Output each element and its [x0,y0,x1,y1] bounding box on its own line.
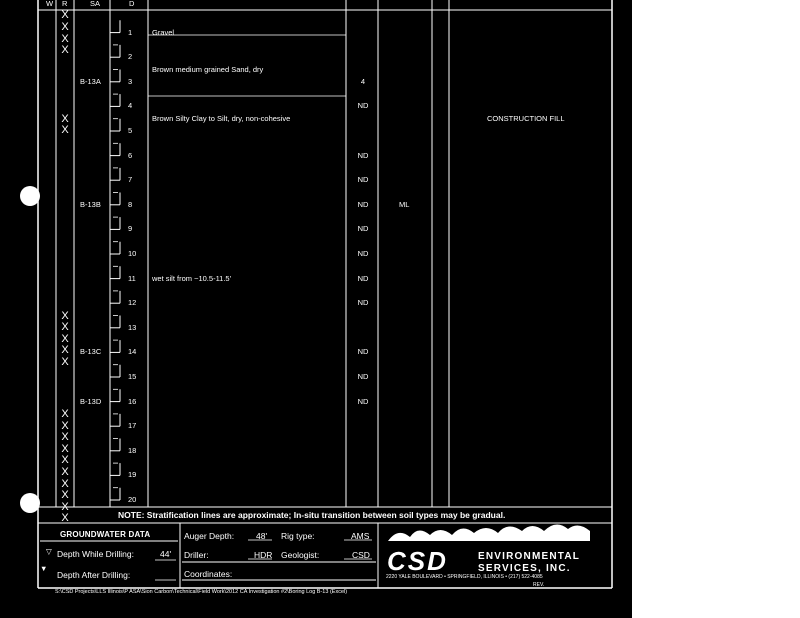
soil-description: Brown Silty Clay to Silt, dry, non-cohesive [152,113,291,123]
header-col-r: R [62,0,68,8]
recovery-x-mark: X [61,489,69,502]
driller-value: HDR [254,550,273,560]
soil-description: Brown medium grained Sand, dry [152,64,264,74]
coordinates-label: Coordinates: [184,569,233,579]
rigtype-label: Rig type: [281,531,315,541]
uscs-class: ML [399,199,410,209]
footer-file-path: S:\CSD Projects\LLS Illinois\P ASA\Sion Carbon\Technical\Field Work\2012 CA Investigation #2\Boring Log B-13 (Excel) [55,589,348,595]
depth-number: 20 [128,495,137,504]
depth-while-value: 44' [160,549,172,559]
revision-label: REV. [533,582,545,588]
depth-after-label: Depth After Drilling: [57,570,131,580]
depth-number: 12 [128,298,137,308]
depth-number: 10 [128,249,137,258]
recovery-x-mark: X [61,512,69,525]
sample-id: B-13A [80,76,101,86]
pid-value: ND [357,175,369,185]
auger-value: 48' [256,531,268,541]
recovery-x-mark: X [61,332,69,345]
depth-number: 1 [128,27,133,37]
depth-number: 3 [128,76,133,86]
header-col-sa: SA [90,0,101,8]
pid-value: ND [357,396,369,406]
depth-number: 15 [128,372,137,381]
geologist-label: Geologist: [281,550,320,560]
geologist-value: CSD [352,550,370,560]
water-after-icon: ▼ [40,564,48,573]
logo-line1: ENVIRONMENTAL [478,551,581,562]
driller-label: Driller: [184,550,209,560]
logo-address: 2220 YALE BOULEVARD • SPRINGFIELD, ILLINOIS • (217) 522-4085 [386,574,543,580]
sample-id: B-13D [80,396,102,406]
depth-while-label: Depth While Drilling: [57,549,134,559]
recovery-x-mark: X [61,477,69,490]
depth-number: 9 [128,224,133,234]
sample-id: B-13B [80,199,101,209]
pid-value: ND [357,101,369,111]
pid-value: ND [357,273,369,283]
recovery-x-mark: X [61,407,69,420]
depth-number: 5 [128,126,133,135]
water-drop-icon: ▽ [46,547,52,556]
depth-number: 4 [128,101,133,111]
recovery-x-mark: X [61,419,69,432]
recovery-x-mark: X [61,442,69,455]
auger-label: Auger Depth: [184,531,235,541]
depth-number: 17 [128,421,137,431]
soil-description: Gravel [152,27,175,37]
header-col-w: W [46,0,54,8]
pid-value: ND [357,347,369,357]
pid-value: ND [357,150,369,160]
remarks-text: CONSTRUCTION FILL [487,113,565,123]
depth-number: 7 [128,175,133,185]
recovery-x-mark: X [61,32,69,45]
sample-id: B-13C [80,347,102,357]
recovery-x-mark: X [61,309,69,322]
depth-number: 16 [128,396,137,406]
recovery-x-mark: X [61,112,69,125]
rigtype-value: AMS [351,531,370,541]
recovery-x-mark: X [61,465,69,478]
recovery-x-mark: X [61,44,69,57]
recovery-x-mark: X [61,321,69,334]
pid-value: ND [357,249,369,258]
depth-number: 11 [128,273,136,283]
pid-value: ND [357,298,369,308]
recovery-x-mark: X [61,454,69,467]
depth-number: 13 [128,322,137,332]
pid-value: ND [357,199,369,209]
pid-value: 4 [360,76,366,86]
depth-number: 6 [128,150,133,160]
pid-value: ND [357,224,369,234]
recovery-x-mark: X [61,344,69,357]
pid-value: ND [357,372,369,381]
recovery-x-mark: X [61,431,69,444]
recovery-x-mark: X [61,20,69,33]
depth-number: 8 [128,199,133,209]
stratification-note: NOTE: Stratification lines are approximate; In-situ transition between soil types may be gradual. [118,510,506,520]
logo-line2: SERVICES, INC. [478,563,571,574]
header-col-d: D [129,0,135,8]
depth-number: 2 [128,52,133,62]
logo-mark: CSD [387,546,448,576]
recovery-x-mark: X [61,355,69,368]
soil-description: wet silt from ~10.5-11.5' [152,273,232,283]
recovery-x-mark: X [61,9,69,22]
recovery-x-mark: X [61,124,69,137]
groundwater-title: GROUNDWATER DATA [60,530,151,539]
recovery-x-mark: X [61,500,69,513]
depth-number: 18 [128,445,137,455]
depth-number: 19 [128,470,137,480]
depth-number: 14 [128,347,137,357]
